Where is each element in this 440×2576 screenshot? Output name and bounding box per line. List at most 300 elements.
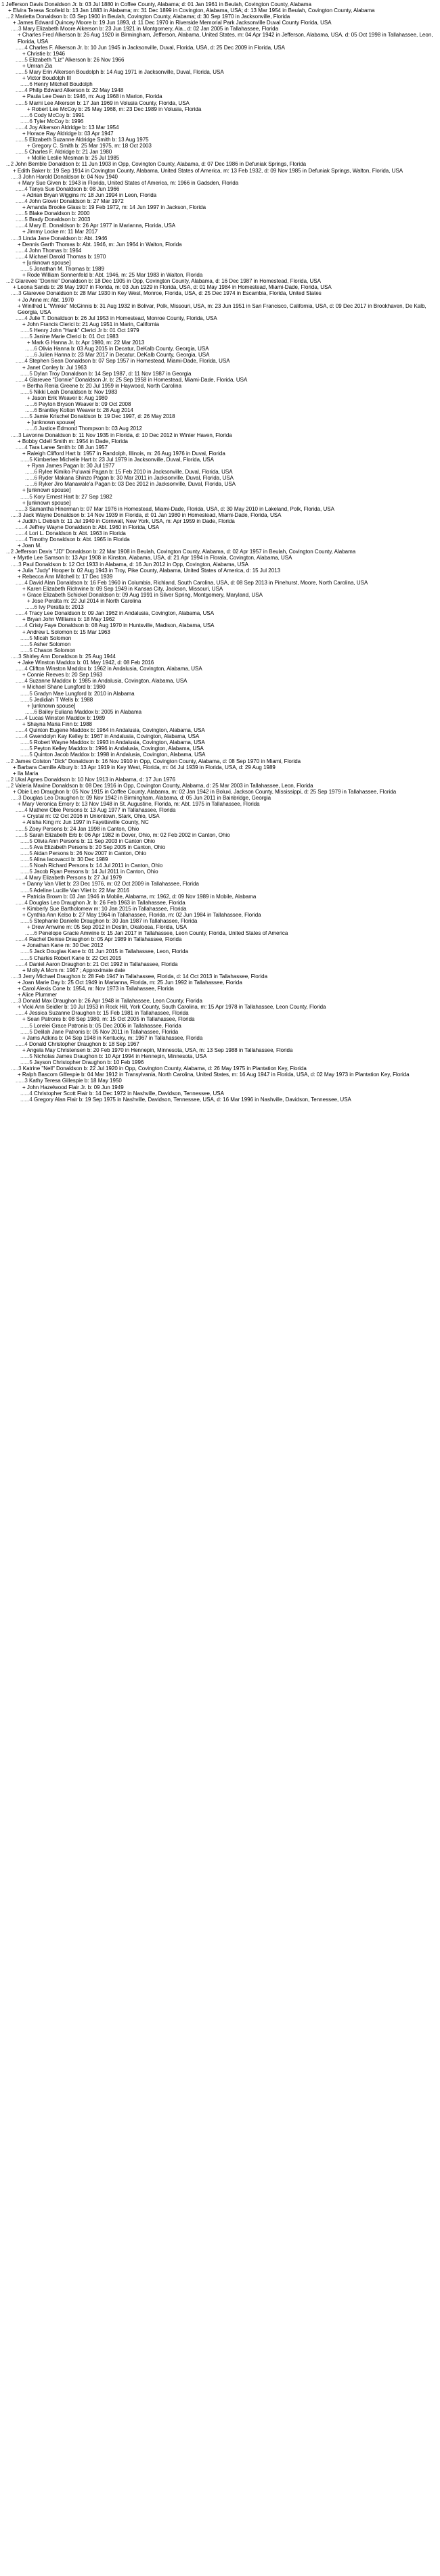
- entry-text: Sarah Elizabeth Erb b: 06 Apr 1982 in Dover, Ohio, m: 02 Feb 2002 in Canton, Ohio: [29, 831, 230, 838]
- spouse-entry: [1, 51, 437, 57]
- entry-text: Linda Jane Donaldson b: Abt. 1946: [22, 235, 108, 242]
- generation-number: .....3: [11, 26, 23, 32]
- entry-text: Delilah Jane Patronis b: 05 Nov 2011 in Tallahassee, Florida: [34, 1028, 179, 1035]
- generation-number: ...2: [6, 278, 16, 285]
- spouse-entry: [1, 7, 437, 14]
- spouse-marker: +: [27, 106, 32, 112]
- entry-text: Asher Solomon: [33, 641, 71, 647]
- generation-number: ...2: [6, 161, 16, 168]
- entry-text: Horace Ray Aldridge b: 03 Apr 1947: [26, 130, 114, 137]
- descendant-entry: [1, 691, 437, 697]
- entry-text: Jefferson Davis "JD" Donaldson b: 22 Mar 1908 in Beulah, Covington County, Alabama, d: 02 Apr 1957 in Beulah, Covington County, Alabama: [15, 549, 356, 555]
- generation-number: ......5: [20, 388, 35, 395]
- entry-text: Charles Robert Kane b: 22 Oct 2015: [34, 954, 122, 961]
- descendant-entry: [1, 641, 437, 647]
- spouse-entry: [1, 106, 437, 112]
- spouse-marker: +: [22, 684, 27, 691]
- entry-text: Olivia Ann Persons b: 11 Sep 2003 in Canton Ohio: [34, 837, 156, 844]
- descendant-entry: [1, 149, 437, 155]
- generation-number: ......4: [16, 1040, 30, 1047]
- descendant-entry: [1, 635, 437, 641]
- generation-number: ......6: [25, 475, 39, 482]
- entry-text: John Francis Clerici b: 21 Aug 1951 in Marin, California: [26, 321, 160, 327]
- descendant-entry: [1, 186, 437, 192]
- spouse-entry: [1, 942, 437, 948]
- generation-number: ......5: [20, 745, 35, 752]
- spouse-entry: [1, 1047, 437, 1053]
- entry-text: Mark G Hanna Jr. b: Apr 1980, m: 22 Mar 2013: [31, 340, 145, 346]
- spouse-marker: +: [18, 179, 22, 186]
- spouse-entry: [1, 967, 437, 973]
- descendant-entry: [1, 783, 437, 789]
- spouse-marker: +: [22, 881, 27, 888]
- entry-text: John Thomas b: 1964: [29, 247, 82, 254]
- entry-text: Mary Veronica Emory b: 13 Nov 1948 in St. Augustine, Florida, m: Abt. 1975 in Tallahassee, Florida: [22, 801, 260, 808]
- descendant-entry: [1, 1029, 437, 1035]
- entry-text: Gradyn Mae Lungford b: 2010 in Alabama: [34, 690, 135, 697]
- spouse-entry: [1, 321, 437, 327]
- entry-text: Adeline Lucille Van Vliet b: 22 Mar 2016: [33, 887, 129, 894]
- entry-text: Rebecca Ann Mitchell b: 17 Dec 1939: [22, 573, 113, 580]
- descendant-entry: [1, 936, 437, 942]
- spouse-entry: [1, 518, 437, 524]
- entry-text: [unknown spouse]: [31, 702, 76, 709]
- spouse-marker: +: [18, 660, 22, 666]
- generation-number: ......5: [20, 869, 35, 875]
- entry-text: [unknown spouse]: [31, 419, 76, 426]
- entry-text: Jack Douglas Kane b: 01 Jun 2015 in Tallahassee, Leon, Florida: [34, 948, 189, 955]
- descendant-entry: [1, 315, 437, 321]
- spouse-entry: [1, 463, 437, 469]
- spouse-marker: +: [22, 905, 27, 912]
- generation-number: ......4: [16, 536, 29, 543]
- entry-text: Gregory C. Smith b: 25 Mar 1975, m: 18 Oct 2003: [31, 143, 152, 150]
- descendant-entry: [1, 1041, 437, 1047]
- descendant-entry: [1, 709, 437, 715]
- descendant-entry: [1, 358, 437, 364]
- descendant-entry: [1, 807, 437, 813]
- entry-text: Alina Iacovacci b: 30 Dec 1989: [33, 856, 108, 863]
- spouse-entry: [1, 629, 437, 635]
- generation-number: ......4: [16, 376, 30, 383]
- descendant-entry: [1, 112, 437, 118]
- descendant-entry: [1, 481, 437, 487]
- entry-text: Lori L. Donaldson b: Abt. 1963 in Florida: [29, 530, 126, 537]
- entry-text: Penelope Gracie Amwine b: 15 Jan 2017 in Tallahassee, Leon County, Florida, United States of America: [39, 930, 288, 937]
- generation-number: ......5: [20, 266, 35, 273]
- entry-text: Timothy Donaldson b: Abt. 1965 in Florida: [28, 536, 130, 543]
- generation-number: ......6: [25, 469, 39, 476]
- spouse-entry: [1, 1016, 437, 1022]
- generation-number: ......5: [16, 99, 30, 106]
- descendant-entry: [1, 838, 437, 844]
- entry-text: James Edward Quincey Moore b: 19 Jun 1893, d: 11 Dec 1970 in Riverside Memorial Park Jacksonville Duval County Florida, USA: [17, 20, 332, 26]
- descendant-entry: [1, 14, 437, 20]
- generation-number: ...2: [6, 549, 16, 555]
- generation-number: ......4: [16, 253, 30, 260]
- generation-number: ......5: [20, 862, 35, 869]
- entry-text: Chason Solomon: [34, 647, 76, 653]
- spouse-marker: +: [22, 272, 27, 279]
- generation-number: ......4: [16, 899, 30, 906]
- spouse-entry: [1, 1084, 437, 1090]
- entry-text: Stephanie Danielle Draughon b: 30 Jan 1987 in Tallahassee, Florida: [34, 917, 198, 924]
- generation-number: ......5: [16, 69, 30, 76]
- entry-text: Jerry Michael Draughon b: 28 Feb 1947 in Tallahassee, Florida, d: 14 Oct 2013 in Tallahassee, Florida: [22, 973, 268, 980]
- entry-text: Ryder Makana Shinzo Pagan b: 30 Mar 2011 in Jacksonville, Duval, Florida, USA: [39, 475, 234, 482]
- descendant-entry: [1, 727, 437, 733]
- spouse-entry: [1, 204, 437, 210]
- entry-text: Ivy Peralta b: 2013: [39, 604, 84, 611]
- descendant-entry: [1, 1023, 437, 1029]
- entry-text: Rachel Denise Draughon b: 05 Apr 1989 in Tallahassee, Florida: [29, 936, 182, 943]
- entry-text: Jayson Christopher Draughon b: 10 Feb 1996: [34, 1059, 144, 1066]
- generation-number: ......6: [20, 81, 35, 88]
- spouse-entry: [1, 32, 437, 44]
- entry-text: Justice Edmond Thompson b: 03 Aug 2012: [39, 426, 142, 432]
- spouse-marker: +: [18, 241, 22, 248]
- descendant-entry: [1, 26, 437, 32]
- entry-text: Mary Elizabeth Persons b: 27 Jul 1979: [29, 875, 122, 881]
- entry-text: Rylee Kimiko Pu'uwai Pagan b: 15 Feb 2010 in Jacksonville, Duval, Florida, USA: [39, 469, 233, 476]
- entry-text: Daniel Aaron Draughon b: 21 Oct 1992 in Tallahassee, Florida: [29, 961, 178, 967]
- spouse-marker: +: [22, 1084, 27, 1090]
- descendant-entry: [1, 862, 437, 869]
- spouse-marker: +: [22, 204, 27, 211]
- entry-text: [unknown spouse]: [26, 499, 71, 506]
- descendant-entry: [1, 850, 437, 856]
- spouse-entry: [1, 586, 437, 592]
- entry-text: Katrine "Nell" Donaldson b: 22 Jul 1920 in Opp, Covington County, Alabama, d: 26 May 1975 in Plantation Key, Florida: [22, 1065, 307, 1072]
- generation-number: ......4: [16, 185, 29, 192]
- spouse-entry: [1, 721, 437, 727]
- spouse-entry: [1, 598, 437, 604]
- entry-text: Glarevee "Donnie" Donaldson Jr. b: 25 Sep 1958 in Homestead, Miami-Dade, Florida, USA: [29, 376, 248, 383]
- generation-number: ......5: [20, 1028, 35, 1035]
- spouse-marker: +: [22, 942, 27, 949]
- entry-text: Micah Solomon: [34, 635, 72, 641]
- entry-text: Drew Amwine m: 05 Sep 2012 in Destin, Okaloosa, Florida, USA: [31, 924, 187, 931]
- descendant-entry: [1, 512, 437, 518]
- generation-number: ......5: [20, 456, 35, 463]
- entry-text: Paula Lee Dean b: 1946, m: Aug 1968 in Marion, Florida: [26, 93, 162, 100]
- entry-text: Jason Erik Weaver b: Aug 1980: [31, 395, 108, 401]
- descendant-entry: [1, 604, 437, 610]
- descendant-entry: [1, 327, 437, 334]
- entry-text: Ukal Agnes Donaldson b: 10 Nov 1913 in Alabama, d: 17 Jun 1976: [15, 776, 175, 783]
- generation-number: ......5: [20, 844, 34, 850]
- descendant-entry: [1, 524, 437, 530]
- descendant-entry: [1, 733, 437, 739]
- descendant-entry: [1, 248, 437, 254]
- entry-text: Barbara Camille Albury b: 13 Apr 1919 in Key West, Florida, m: 04 Jul 1939 in Florida, USA, d: 29 Aug 1989: [17, 764, 276, 770]
- entry-text: Michael Shane Lungford b: 1980: [26, 684, 106, 691]
- spouse-entry: [1, 93, 437, 99]
- spouse-marker: +: [27, 419, 32, 426]
- generation-number: ......4: [16, 579, 30, 586]
- entry-text: Jo Anne m: Abt. 1970: [22, 296, 74, 303]
- generation-number: ......4: [16, 622, 30, 629]
- generation-number: .....3: [11, 511, 23, 518]
- entry-text: Bryan John Williams b: 18 May 1962: [26, 616, 115, 623]
- descendant-entry: [1, 432, 437, 438]
- entry-text: Aidan Persons b: 26 Nov 2007 in Canton, Ohio: [33, 850, 146, 856]
- entry-text: Crystal m: 02 Oct 2016 in Uniontown, Stark, Ohio, USA: [26, 813, 160, 820]
- descendant-entry: [1, 678, 437, 684]
- spouse-marker: +: [13, 167, 18, 174]
- spouse-entry: [1, 20, 437, 26]
- generation-number: .....3: [11, 973, 23, 980]
- descendant-entry: [1, 869, 437, 875]
- generation-number: ......4: [16, 247, 30, 254]
- entry-text: Mollie Leslie Mesman b: 25 Jul 1985: [31, 155, 120, 162]
- entry-text: Andrew L Solomon b: 15 Mar 1963: [26, 628, 110, 635]
- descendant-entry: [1, 948, 437, 954]
- descendant-entry: [1, 888, 437, 894]
- descendant-entry: [1, 647, 437, 653]
- entry-text: Gregory Alan Flair b: 19 Sep 1975 in Nashville, Davidson, Tennessee, USA, d: 16 Mar 1996 in Nashville, Davidson, Tennessee, USA: [34, 1096, 351, 1103]
- spouse-marker: +: [13, 284, 18, 291]
- spouse-marker: +: [22, 1034, 27, 1041]
- spouse-marker: +: [22, 819, 27, 826]
- generation-number: ......5: [20, 635, 35, 641]
- descendant-entry: [1, 371, 437, 377]
- generation-number: ......5: [16, 56, 30, 63]
- spouse-entry: [1, 63, 437, 69]
- spouse-entry: [1, 660, 437, 666]
- spouse-entry: [1, 1035, 437, 1041]
- descendant-entry: [1, 87, 437, 93]
- spouse-marker: +: [22, 720, 27, 727]
- spouse-entry: [1, 155, 437, 161]
- entry-text: Samantha Hinerman b: 07 Mar 1976 in Homestead, Miami-Dade, Florida, USA, d: 30 May 2010 in Lakeland, Polk, Florida, USA: [29, 505, 334, 512]
- descendant-entry: [1, 494, 437, 500]
- spouse-entry: [1, 192, 437, 198]
- descendant-entry: [1, 457, 437, 463]
- entry-text: Elizabeth Suzanne Aldridge Smith b: 13 Aug 1975: [29, 137, 149, 143]
- spouse-marker: +: [22, 75, 27, 82]
- descendant-entry: [1, 1097, 437, 1103]
- spouse-marker: +: [22, 450, 27, 457]
- descendant-entry: [1, 826, 437, 832]
- entry-text: Jeffrey Wayne Donaldson b: Abt. 1960 in Florida, USA: [29, 524, 160, 530]
- spouse-entry: [1, 819, 437, 825]
- generation-number: .....3: [11, 561, 23, 568]
- entry-text: Joan M.: [22, 543, 42, 549]
- descendant-entry: [1, 1010, 437, 1016]
- descendant-entry: [1, 1078, 437, 1084]
- spouse-entry: [1, 303, 437, 315]
- entry-text: Leona Sands b: 28 May 1907 in Florida, m: 03 Jun 1929 in Florida, USA, d: 01 May 1984 in Homestead, Miami-Dade, Florida, USA: [17, 284, 332, 291]
- spouse-marker: +: [13, 789, 18, 795]
- descendant-entry: [1, 715, 437, 721]
- generation-number: ......4: [16, 124, 30, 131]
- generation-number: ......4: [16, 444, 29, 451]
- entry-text: Bertha Renia Greene b: 20 Jul 1959 in Haywood, North Carolina: [26, 382, 182, 389]
- descendant-entry: [1, 549, 437, 555]
- descendant-entry: [1, 844, 437, 850]
- entry-text: Grace Elizabeth Schickel Donaldson b: 09 Aug 1991 in Silver Spring, Montgomery, Maryland, USA: [26, 592, 263, 598]
- entry-text: Ralph Bascom Gillespie b: 04 Mar 1912 in Transylvania, North Carolina, United States, m: 16 Aug 1947 in Florida, USA, d: 02 May 1973 in Plantation Key, Florida: [22, 1072, 410, 1078]
- generation-number: ......5: [20, 739, 35, 746]
- generation-number: ......6: [20, 112, 35, 118]
- spouse-marker: +: [22, 628, 27, 635]
- spouse-entry: [1, 568, 437, 574]
- spouse-marker: +: [27, 598, 32, 605]
- generation-number: ......5: [20, 696, 35, 703]
- generation-number: ......5: [20, 887, 34, 894]
- entry-text: Donald Max Draughon b: 26 Apr 1948 in Tallahassee, Leon County, Florida: [22, 998, 203, 1005]
- spouse-marker: +: [22, 967, 27, 973]
- spouse-entry: [1, 500, 437, 506]
- entry-text: Elizabeth "Liz" Alkerson b: 26 Nov 1966: [29, 56, 125, 63]
- generation-number: ......5: [20, 856, 34, 863]
- generation-number: ......4: [16, 936, 30, 943]
- generation-number: ......6: [25, 401, 39, 408]
- spouse-marker: +: [18, 573, 22, 580]
- entry-text: Michael Darold Thomas b: 1970: [29, 253, 106, 260]
- spouse-entry: [1, 555, 437, 561]
- entry-text: Peyton Kelley Maddox b: 1996 in Andalusia, Covington, Alabama, USA: [34, 745, 204, 752]
- generation-number: ......4: [16, 315, 30, 321]
- descendant-entry: [1, 118, 437, 124]
- entry-text: John Glover Donaldson b: 27 Mar 1972: [29, 198, 124, 204]
- entry-text: John Bemble Donaldson b: 11 Jun 1903 in Opp, Covington County, Alabama, d: 07 Dec 1986 in Defuniak Springs, Florida: [15, 161, 307, 168]
- entry-text: Robert Wayne Maddox b: 1993 in Andalusia, Covington, Alabama, USA: [34, 739, 205, 746]
- spouse-entry: [1, 143, 437, 149]
- entry-text: Tyler McCoy b: 1996: [33, 118, 84, 124]
- generation-number: .....3: [11, 795, 23, 802]
- entry-text: Amanda Brooke Glass b: 19 Feb 1972, m: 14 Jun 1997 in Jackson, Florida: [26, 204, 206, 211]
- spouse-entry: [1, 419, 437, 426]
- descendant-entry: [1, 124, 437, 131]
- entry-text: Kimberly Sue Bartholomew m: 10 Jan 2015 in Tallahassee, Florida: [26, 905, 187, 912]
- spouse-entry: [1, 986, 437, 992]
- spouse-entry: [1, 260, 437, 266]
- spouse-marker: +: [27, 702, 32, 709]
- spouse-entry: [1, 168, 437, 174]
- spouse-entry: [1, 487, 437, 493]
- entry-text: Brady Donaldson b: 2003: [29, 216, 91, 223]
- generation-number: ......6: [25, 352, 39, 359]
- spouse-marker: +: [27, 340, 32, 346]
- entry-text: Lorelei Grace Patronis b: 05 Dec 2006 in Tallahassee, Florida: [34, 1022, 181, 1029]
- generation-number: ......4: [16, 666, 30, 672]
- entry-text: Quinton Jacob Maddox b: 1998 in Andalusia, Covington, Alabama, USA: [34, 752, 206, 758]
- entry-text: [unknown spouse]: [26, 487, 71, 494]
- generation-number: ...2: [6, 14, 16, 20]
- generation-number: ...2: [6, 758, 16, 764]
- entry-text: Kimberlee Michelle Hart b: 23 Jul 1979 in Jacksonville, Duval, Florida, USA: [34, 456, 214, 463]
- generation-number: ......5: [20, 837, 35, 844]
- descendant-entry: [1, 216, 437, 223]
- spouse-entry: [1, 383, 437, 389]
- spouse-marker: +: [22, 1046, 27, 1053]
- descendant-entry: [1, 45, 437, 51]
- spouse-marker: +: [13, 764, 18, 770]
- generation-number: .....3: [11, 173, 23, 180]
- spouse-entry: [1, 451, 437, 457]
- entry-text: Kory Ernest Hart b: 27 Sep 1982: [34, 493, 112, 500]
- generation-number: ......6: [25, 481, 39, 488]
- generation-number: ......4: [16, 714, 30, 721]
- spouse-marker: +: [22, 893, 27, 900]
- generation-number: ......4: [16, 875, 30, 881]
- spouse-marker: +: [22, 585, 27, 592]
- spouse-marker: +: [27, 155, 32, 162]
- entry-text: Cristy Faye Donaldson b: 08 Aug 1970 in Huntsville, Madison, Alabama, USA: [29, 622, 215, 629]
- generation-number: ......5: [20, 954, 35, 961]
- descendant-entry: [1, 210, 437, 216]
- entry-text: Shirley Ann Donaldson b: 25 Aug 1944: [22, 653, 116, 660]
- spouse-marker: +: [18, 979, 22, 986]
- entry-text: Robert Lee McCoy b: 25 May 1968, m: 23 Dec 1989 in Volusia, Florida: [31, 106, 202, 112]
- entry-text: Myrtle Lee Samson b: 13 Apr 1908 in Kinston, Alabama, USA, d: 21 Apr 1994 in Florala, Covington, Alabama, USA: [17, 555, 292, 561]
- entry-text: Shayna Maria Finn b: 1988: [26, 720, 92, 727]
- entry-text: Dennis Garth Thomas b: Abt. 1946, m: Jun 1964 in Walton, Florida: [22, 241, 182, 248]
- spouse-marker: +: [27, 924, 32, 931]
- spouse-entry: [1, 789, 437, 795]
- spouse-entry: [1, 180, 437, 186]
- generation-number: ......4: [20, 1090, 35, 1097]
- generation-number: ......4: [16, 44, 30, 51]
- generation-number: ......4: [16, 610, 29, 617]
- entry-text: Bobby Odell Smith m: 1954 in Dade, Florida: [22, 438, 128, 444]
- entry-text: Jake Winston Maddox b: 01 May 1942, d: 08 Feb 2016: [22, 660, 154, 666]
- spouse-entry: [1, 272, 437, 278]
- generation-number: ......4: [16, 961, 30, 967]
- descendant-entry: [1, 266, 437, 272]
- descendant-entry: [1, 1090, 437, 1097]
- entry-text: Umran Zia: [26, 62, 53, 69]
- entry-text: Lucas Winston Maddox b: 1989: [29, 714, 106, 721]
- entry-text: Edith Baker b: 19 Sep 1914 in Covington County, Alabama, United States of America, m: 13 Feb 1932, d: 09 Nov 1985 in Defuniak Springs, Walton, Florida, USA: [17, 167, 403, 174]
- descendant-entry: [1, 254, 437, 260]
- spouse-marker: +: [18, 32, 22, 39]
- entry-text: Elvira Teresa Scofield b: 13 Jan 1883 in Alabama; m: 31 Dec 1899 in Covington, Alabama, USA; d: 13 Mar 1954 in Beulah, Covington County, Alabama: [12, 7, 375, 14]
- spouse-marker: +: [22, 62, 27, 69]
- entry-text: Paul Donaldson b: 12 Oct 1933 in Alabama, d: 16 Jun 2012 in Opp, Covington, Alabama, USA: [22, 561, 248, 568]
- spouse-marker: +: [22, 191, 27, 198]
- entry-text: Victor Boudolph III: [26, 75, 72, 82]
- descendant-entry: [1, 973, 437, 980]
- generation-number: ......5: [20, 948, 35, 955]
- entry-text: Suzanne Maddox b: 1985 in Andalusia, Covington, Alabama, USA: [29, 678, 188, 685]
- entry-text: Jedidiah T Wells b: 1988: [34, 696, 93, 703]
- descendant-entry: [1, 352, 437, 358]
- descendant-entry: [1, 900, 437, 906]
- entry-text: Stephen Sean Donaldson b: 07 Sep 1957 in Homestead, Miami-Dade, Florida, USA: [29, 358, 230, 365]
- descendant-entry: [1, 334, 437, 340]
- entry-text: Charles Fred Alkerson b: 26 Aug 1920 in Birmingham, Jefferson, Alabama, United States, m: 04 Apr 1942 in Jefferson, Alabama, USA, d: 05 Oct 1998 in Tallahassee, Leon, Florida, USA: [18, 32, 433, 45]
- spouse-entry: [1, 912, 437, 918]
- spouse-entry: [1, 703, 437, 709]
- spouse-marker: +: [22, 229, 27, 235]
- descendant-entry: [1, 407, 437, 413]
- entry-text: Quinton Eugene Maddox b: 1964 in Andalusia, Covington, Alabama, USA: [29, 727, 205, 734]
- entry-text: Raleigh Clifford Hart b: 1957 in Randolph, Illinois, m: 26 Aug 1976 in Duval, Florida: [26, 450, 225, 457]
- entry-text: Bailey Euliana Maddox b: 2005 in Alabama: [39, 708, 142, 715]
- spouse-entry: [1, 684, 437, 690]
- descendant-entry: [1, 610, 437, 616]
- spouse-marker: +: [18, 543, 22, 549]
- entry-text: Adrian Bryan Wiggins m: 18 Jun 1994 in Leon, Florida: [26, 191, 157, 198]
- descendant-entry: [1, 401, 437, 407]
- descendant-entry: [1, 1065, 437, 1072]
- generation-number: ......5: [16, 216, 30, 223]
- generation-number: ......5: [16, 137, 30, 143]
- entry-text: Joan Marie Day b: 25 Oct 1949 in Marianna, Florida, m: 25 Jun 1992 in Tallahassee, Florida: [22, 979, 242, 986]
